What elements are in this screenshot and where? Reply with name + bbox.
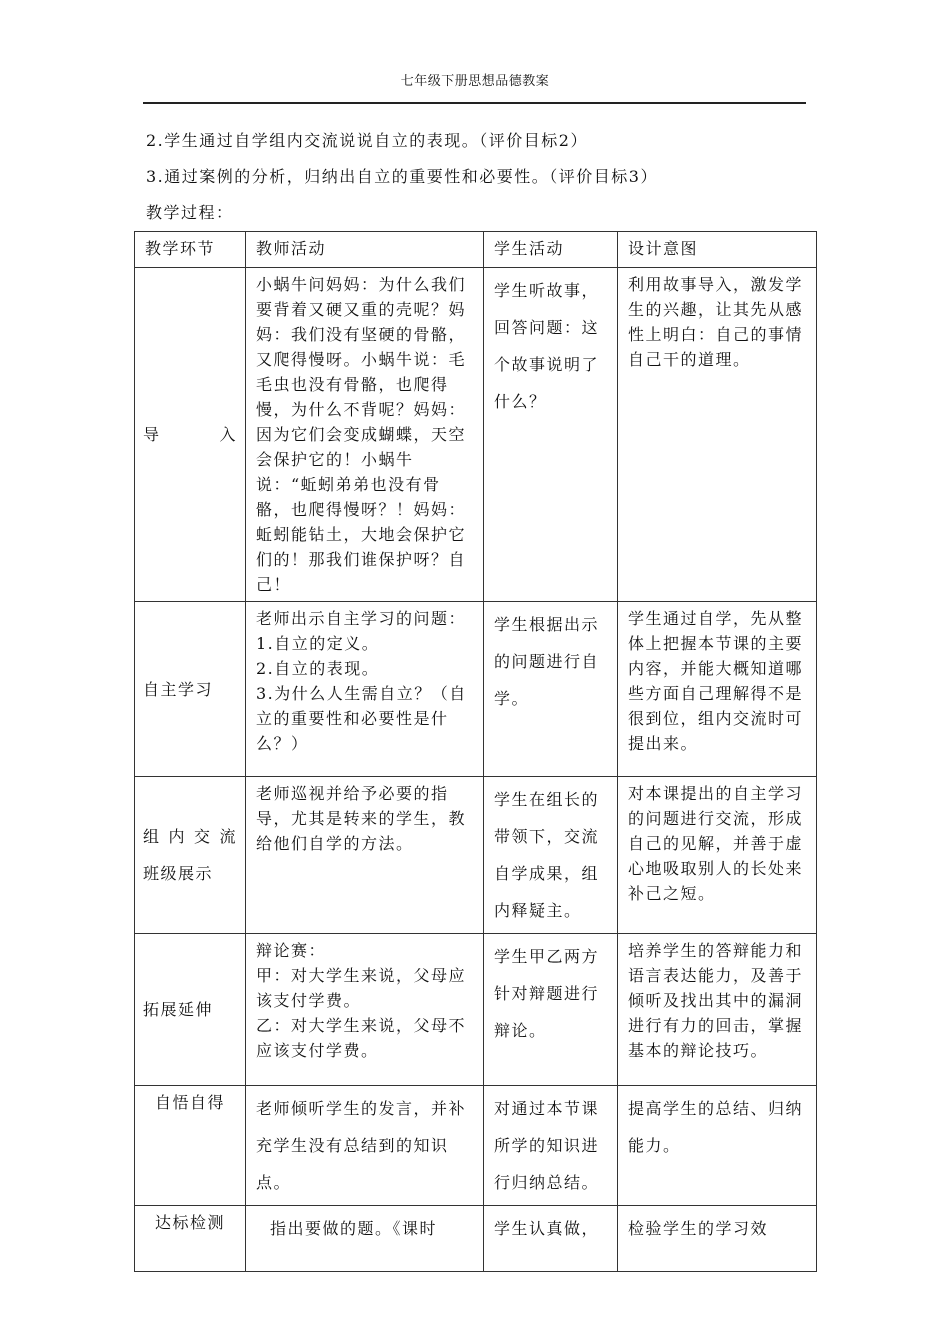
table-row [135,777,817,934]
student-cell: 对通过本节课所学的知识进行归纳总结。 [484,1086,618,1206]
table-header-row [135,232,817,268]
teacher-cell: 老师出示自主学习的问题： 1.自立的定义。 2.自立的表现。 3.为什么人生需自立？（自立的重要性和必要性是什么？） [246,602,484,777]
design-cell: 对本课提出的自主学习的问题进行交流，形成自己的见解，并善于虚心地吸取别人的长处来补己之短。 [618,777,817,934]
teacher-cell: 老师倾听学生的发言，并补充学生没有总结到的知识点。 [246,1086,484,1206]
design-cell: 检验学生的学习效 [618,1206,817,1272]
header-design: 设计意图 [618,232,817,268]
table-row [135,1206,817,1272]
student-cell: 学生甲乙两方针对辩题进行辩论。 [484,934,618,1086]
design-cell: 利用故事导入，激发学生的兴趣，让其先从感性上明白：自己的事情自己干的道理。 [618,268,817,602]
student-cell: 学生根据出示的问题进行自学。 [484,602,618,777]
table-row [135,268,817,602]
teacher-cell: 指出要做的题。《课时 [246,1206,484,1272]
stage-cell: 拓展延伸 [135,934,246,1086]
page-header-title: 七年级下册思想品德教案 [400,74,550,89]
table-row [135,934,817,1086]
student-cell: 学生在组长的带领下，交流自学成果，组内释疑主。 [484,777,618,934]
header-divider [143,102,806,104]
stage-line-2: 班级展示 [143,864,214,883]
design-cell: 提高学生的总结、归纳能力。 [618,1086,817,1206]
objective-line-3: 3.通过案例的分析，归纳出自立的重要性和必要性。（评价目标3） [146,167,658,186]
design-cell: 学生通过自学，先从整体上把握本节课的主要内容，并能大概知道哪些方面自己理解得不是很到位，组内交流时可提出来。 [618,602,817,777]
teaching-process-table [134,231,817,1272]
table-row [135,602,817,777]
teacher-cell: 老师巡视并给予必要的指导，尤其是转来的学生，教给他们自学的方法。 [246,777,484,934]
student-cell: 学生认真做， [484,1206,618,1272]
header-stage: 教学环节 [135,232,246,268]
table-row [135,1086,817,1206]
stage-line-1: 组内交流 [143,827,237,846]
teacher-cell: 小蜗牛问妈妈：为什么我们要背着又硬又重的壳呢？妈妈：我们没有坚硬的骨骼，又爬得慢呀。小蜗牛说：毛毛虫也没有骨骼，也爬得慢，为什么不背呢？妈妈：因为它们会变成蝴蝶，天空会保护它的！小蜗牛说：“蚯蚓弟弟也没有骨骼，也爬得慢呀？！妈妈：蚯蚓能钻土，大地会保护它们的！那我们谁保护呀？自己！ [246,268,484,602]
stage-cell: 自主学习 [135,602,246,777]
stage-cell [135,777,246,934]
stage-cell: 导 入 [135,268,246,602]
teacher-cell: 辩论赛： 甲：对大学生来说，父母应该支付学费。 乙：对大学生来说，父母不应该支付学费。 [246,934,484,1086]
header-teacher: 教师活动 [246,232,484,268]
header-student: 学生活动 [484,232,618,268]
stage-cell: 达标检测 [135,1206,246,1272]
stage-cell: 自悟自得 [135,1086,246,1206]
process-heading: 教学过程： [146,203,234,222]
objective-line-2: 2.学生通过自学组内交流说说自立的表现。（评价目标2） [146,131,588,150]
student-cell: 学生听故事，回答问题：这个故事说明了什么？ [484,268,618,602]
design-cell: 培养学生的答辩能力和语言表达能力，及善于倾听及找出其中的漏洞进行有力的回击，掌握基本的辩论技巧。 [618,934,817,1086]
